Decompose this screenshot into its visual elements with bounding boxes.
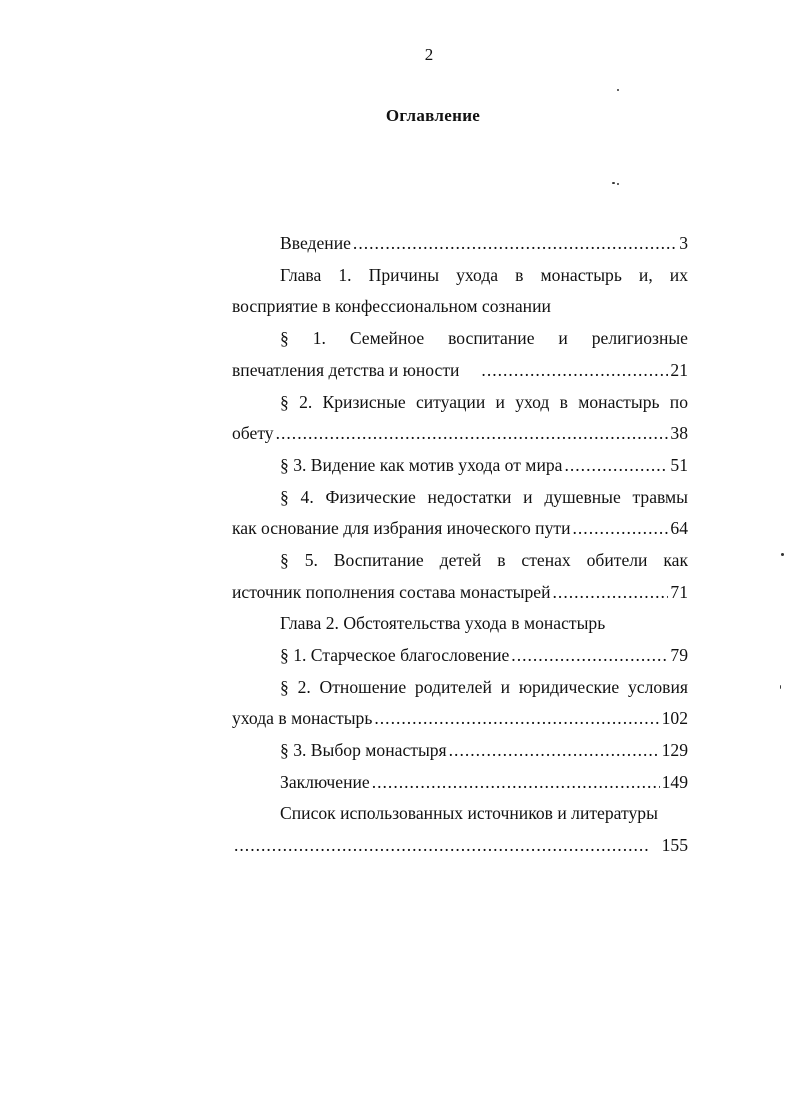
toc-section-1-1-line-1: § 1. Семейное воспитание и религиозные	[280, 328, 688, 348]
toc-entry-text: как основание для избрания иноческого пути	[232, 518, 571, 538]
toc-page-number: 129	[661, 740, 688, 760]
toc-leader-dots	[481, 355, 668, 385]
toc-leader-dots	[372, 767, 660, 797]
toc-chapter-2: Глава 2. Обстоятельства ухода в монастырь	[280, 613, 606, 633]
toc-leader-dots	[374, 703, 659, 733]
toc-entry-text: источник пополнения состава монастырей	[232, 582, 551, 602]
toc-page-number: 71	[670, 582, 688, 602]
toc-entry-text: § 3. Выбор монастыря	[280, 740, 447, 760]
scan-speck	[781, 553, 784, 556]
scan-speck	[612, 182, 615, 184]
toc-section-1-5-line-2	[232, 577, 688, 607]
scan-speck	[780, 685, 781, 689]
scan-speck	[617, 183, 619, 185]
toc-leader-dots	[234, 830, 648, 860]
toc-section-2-2-line-1: § 2. Отношение родителей и юридические условия	[280, 677, 688, 697]
toc-page-number: 38	[670, 423, 688, 443]
toc-section-1-2-line-2	[232, 418, 688, 448]
toc-section-1-2-line-1: § 2. Кризисные ситуации и уход в монастырь по	[280, 392, 688, 412]
toc-leader-dots	[353, 228, 677, 258]
page-title: Оглавление	[385, 106, 481, 125]
toc-section-2-2-line-2	[232, 703, 688, 733]
toc-section-1-5-line-1: § 5. Воспитание детей в стенах обители как	[280, 550, 688, 570]
toc-leader-dots	[511, 640, 668, 670]
toc-entry-conclusion	[232, 767, 688, 797]
toc-chapter-1-line-2: восприятие в конфессиональном сознании	[232, 296, 551, 316]
toc-page-number: 155	[661, 835, 688, 855]
toc-page-number: 51	[670, 455, 688, 475]
toc-page-number: 102	[661, 708, 688, 728]
toc-page-number: 21	[670, 360, 688, 380]
page-number: 2	[424, 45, 434, 64]
toc-entry-text: § 1. Старческое благословение	[280, 645, 510, 665]
toc-entry-text: обету	[232, 423, 274, 443]
toc-section-1-4-line-1: § 4. Физические недостатки и душевные травмы	[280, 487, 688, 507]
toc-page-number: 149	[661, 772, 688, 792]
toc-entry-bibliography-leader	[232, 830, 688, 860]
toc-section-1-3	[232, 450, 688, 480]
toc-leader-dots	[276, 418, 669, 448]
toc-entry-introduction	[232, 228, 688, 258]
toc-leader-dots	[573, 513, 669, 543]
scan-speck	[617, 89, 619, 91]
toc-leader-dots	[553, 577, 669, 607]
toc-entry-text: § 3. Видение как мотив ухода от мира	[280, 455, 563, 475]
toc-page-number: 64	[670, 518, 688, 538]
toc-page-number: 3	[679, 233, 688, 253]
toc-section-2-3	[232, 735, 688, 765]
toc-leader-dots	[449, 735, 660, 765]
toc-chapter-1-line-1: Глава 1. Причины ухода в монастырь и, их	[280, 265, 688, 285]
toc-entry-text: ухода в монастырь	[232, 708, 373, 728]
toc-leader-dots	[564, 450, 668, 480]
toc-entry-text: Заключение	[280, 772, 370, 792]
toc-section-2-1	[232, 640, 688, 670]
toc-entry-text: Введение	[280, 233, 351, 253]
toc-section-1-4-line-2	[232, 513, 688, 543]
toc-section-1-1-line-2	[232, 355, 688, 385]
toc-page-number: 79	[670, 645, 688, 665]
toc-entry-text: впечатления детства и юности	[232, 360, 460, 380]
toc-entry-bibliography: Список использованных источников и литературы	[280, 803, 658, 823]
